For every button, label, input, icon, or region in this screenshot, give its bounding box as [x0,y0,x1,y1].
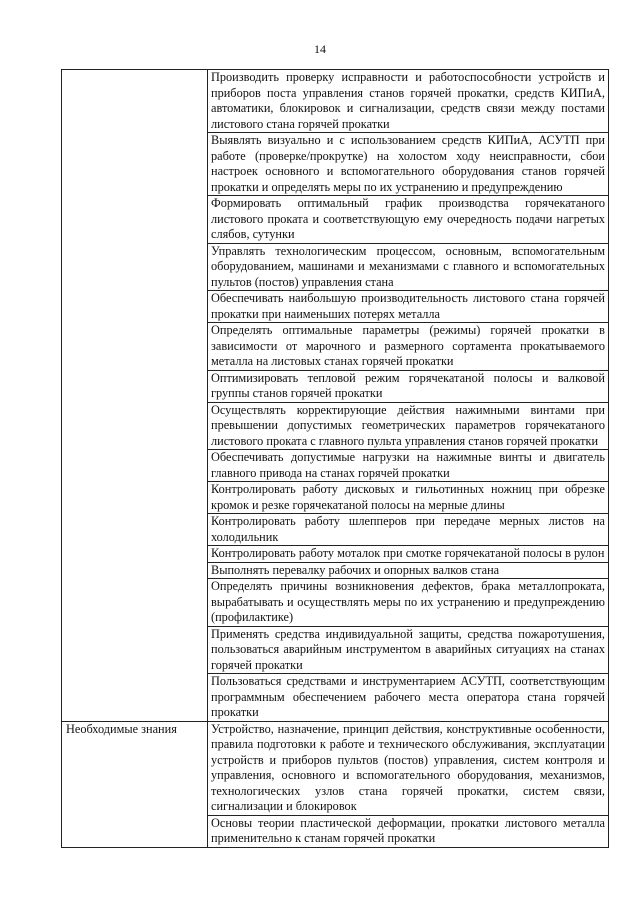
skill-item: Управлять технологическим процессом, основным, вспомогательным оборудованием, машинами и механизмами с главного и вспомогательных пультов (постов) управления стана [208,243,609,291]
skill-item: Выявлять визуально и с использованием средств КИПиА, АСУТП при работе (проверке/прокрутке) на холостом ходу неисправности, сбои настроек основного и вспомогательного оборудования станов горячей прокатки и определять меры по их устранению и предупреждению [208,133,609,196]
skill-item: Пользоваться средствами и инструментарием АСУТП, соответствующим программным обеспечением рабочего места оператора стана горячей прокатки [208,674,609,722]
skill-item: Определять причины возникновения дефектов, брака металлопроката, вырабатывать и осуществлять меры по их устранению и предупреждению (профилактике) [208,579,609,627]
section-label-knowledge: Необходимые знания [62,721,208,847]
knowledge-item: Основы теории пластической деформации, прокатки листового металла применительно к станам горячей прокатки [208,815,609,847]
skill-item: Выполнять перевалку рабочих и опорных валков стана [208,562,609,579]
knowledge-item: Устройство, назначение, принцип действия, конструктивные особенности, правила подготовки к работе и технического обслуживания, эксплуатации устройств и приборов пультов (постов) управления, систем контроля и управления, основного и вспомогательного оборудования, механизмов, технологических узлов стана горячей прокатки, систем связи, сигнализации и блокировок [208,721,609,815]
skill-item: Обеспечивать допустимые нагрузки на нажимные винты и двигатель главного привода на станах горячей прокатки [208,450,609,482]
table-row [62,721,609,815]
skill-item: Применять средства индивидуальной защиты, средства пожаротушения, пользоваться аварийным инструментом в аварийных ситуациях на станах горячей прокатки [208,626,609,674]
skill-item: Осуществлять корректирующие действия нажимными винтами при превышении допустимых геометрических параметров горячекатаного листового проката с главного пульта управления станов горячей прокатки [208,402,609,450]
skill-item: Оптимизировать тепловой режим горячекатаной полосы и валковой группы станов горячей прокатки [208,370,609,402]
skill-item: Контролировать работу дисковых и гильотинных ножниц при обрезке кромок и резке горячекатаной полосы на мерные длины [208,482,609,514]
skill-item: Обеспечивать наибольшую производительность листового стана горячей прокатки при наименьших потерях металла [208,291,609,323]
skill-item: Контролировать работу шлепперов при передаче мерных листов на холодильник [208,514,609,546]
page-number: 14 [314,42,326,56]
table-row [62,70,609,133]
section-label-cell [62,70,208,722]
skill-item: Контролировать работу моталок при смотке горячекатаной полосы в рулон [208,546,609,563]
requirements-table [61,69,609,848]
skill-item: Определять оптимальные параметры (режимы) горячей прокатки в зависимости от марочного и размерного сортамента прокатываемого металла на листовых станах горячей прокатки [208,323,609,371]
skill-item: Производить проверку исправности и работоспособности устройств и приборов поста управления станов горячей прокатки, средств КИПиА, автоматики, блокировок и сигнализации, средств связи между постами листового стана горячей прокатки [208,70,609,133]
skill-item: Формировать оптимальный график производства горячекатаного листового проката и соответствующую ему очередность подачи нагретых слябов, сутунки [208,196,609,244]
